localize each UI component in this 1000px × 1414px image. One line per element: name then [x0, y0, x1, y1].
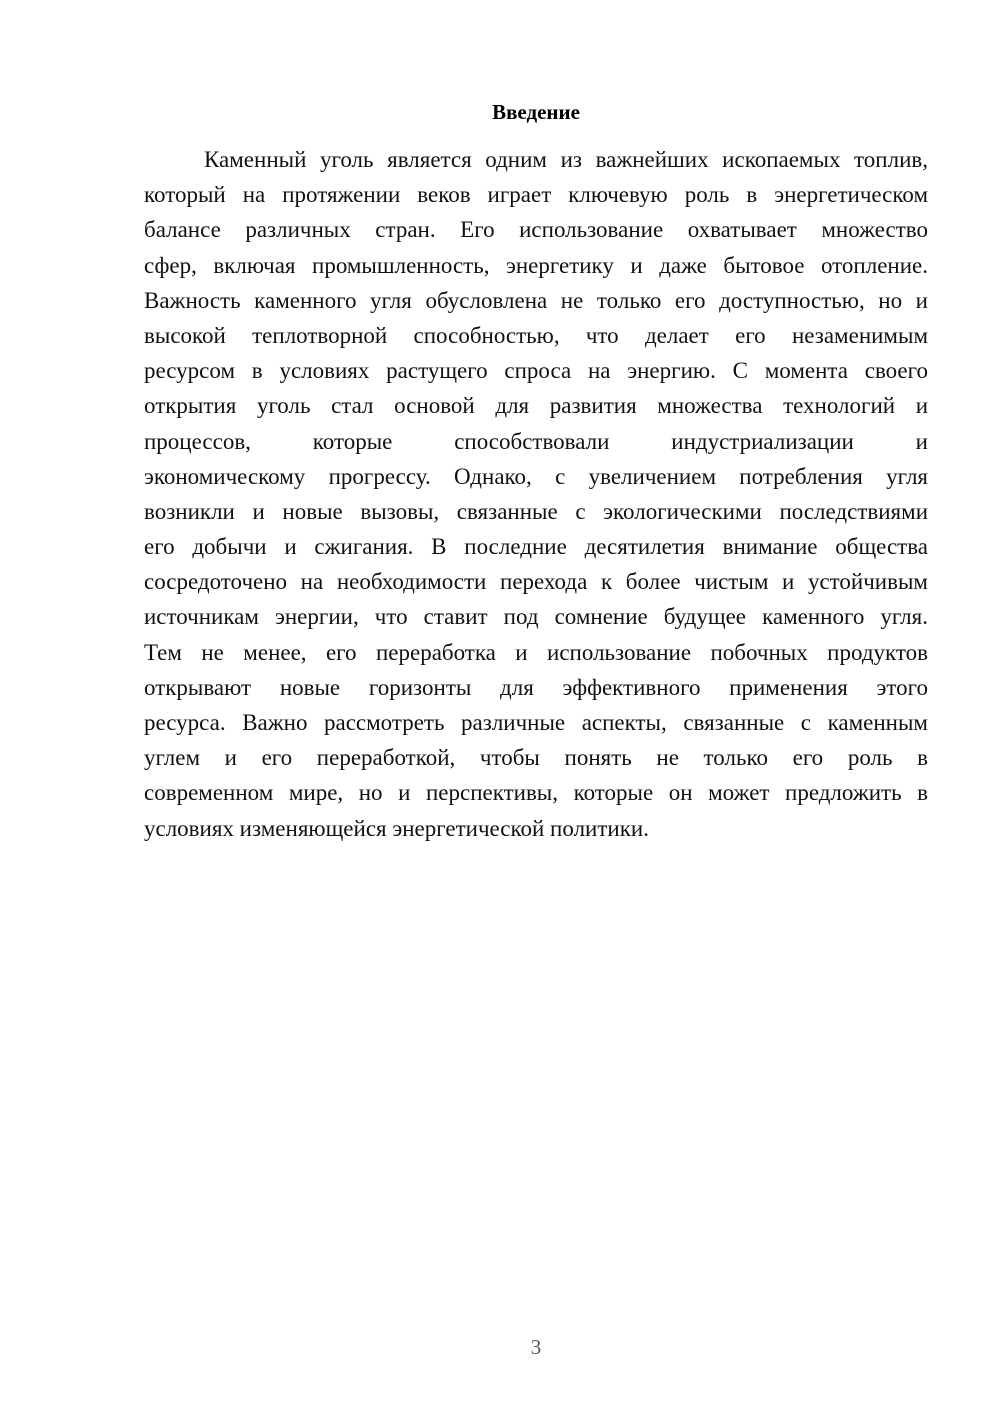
paragraph-line: который на протяжении веков играет ключевую роль в энергетическом: [144, 182, 928, 208]
paragraph-line: условиях изменяющейся энергетической политики.: [144, 815, 649, 841]
introduction-paragraph: [144, 142, 928, 846]
page-number: 3: [530, 1335, 542, 1359]
paragraph-line: Тем не менее, его переработка и использование побочных продуктов: [144, 639, 928, 665]
paragraph-line: экономическому прогрессу. Однако, с увеличением потребления угля: [144, 463, 928, 489]
paragraph-line: открывают новые горизонты для эффективного применения этого: [144, 674, 928, 700]
paragraph-line: процессов, которые способствовали индустриализации и: [144, 428, 928, 454]
paragraph-line: сфер, включая промышленность, энергетику и даже бытовое отопление.: [144, 252, 928, 278]
paragraph-line: ресурса. Важно рассмотреть различные аспекты, связанные с каменным: [144, 710, 928, 735]
paragraph-line: открытия уголь стал основой для развития множества технологий и: [144, 393, 928, 419]
paragraph-line: балансе различных стран. Его использование охватывает множество: [144, 217, 928, 243]
paragraph-line: современном мире, но и перспективы, которые он может предложить в: [144, 780, 928, 806]
paragraph-line: Важность каменного угля обусловлена не только его доступностью, но и: [144, 287, 928, 313]
page-title: Введение: [492, 100, 580, 124]
paragraph-line: источникам энергии, что ставит под сомнение будущее каменного угля.: [144, 604, 928, 630]
paragraph-line: ресурсом в условиях растущего спроса на энергию. С момента своего: [144, 358, 928, 384]
paragraph-line: высокой теплотворной способностью, что делает его незаменимым: [144, 322, 928, 348]
paragraph-line: возникли и новые вызовы, связанные с экологическими последствиями: [144, 498, 928, 524]
paragraph-line: сосредоточено на необходимости перехода к более чистым и устойчивым: [144, 569, 928, 595]
paragraph-line: углем и его переработкой, чтобы понять не только его роль в: [144, 745, 928, 771]
paragraph-line: его добычи и сжигания. В последние десятилетия внимание общества: [144, 534, 928, 560]
paragraph-line: Каменный уголь является одним из важнейших ископаемых топлив,: [204, 147, 928, 172]
